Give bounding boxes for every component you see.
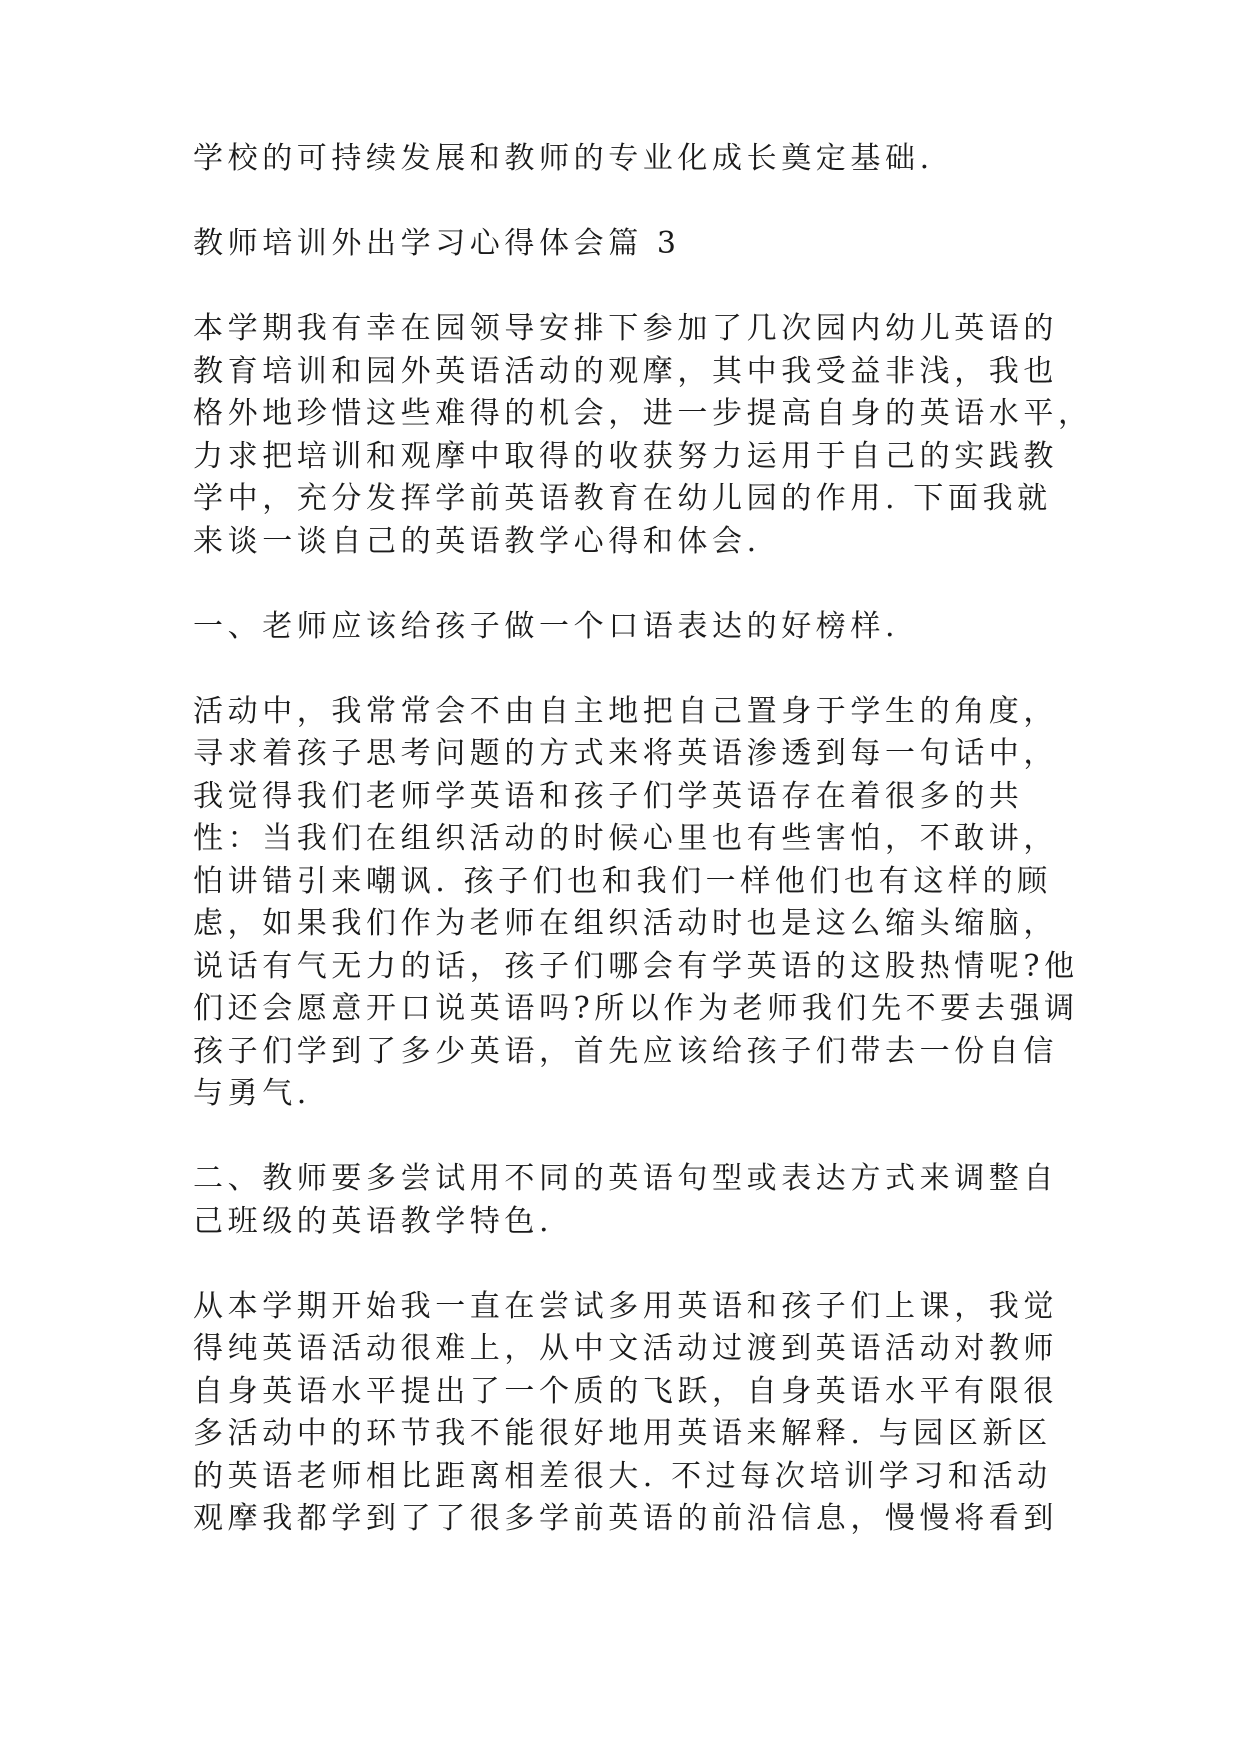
text-line: 活动中，我常常会不由自主地把自己置身于学生的角度， xyxy=(193,693,1058,729)
text-line: 的英语老师相比距离相差很大. 不过每次培训学习和活动 xyxy=(193,1458,1052,1494)
text-line: 说话有气无力的话，孩子们哪会有学英语的这股热情呢?他 xyxy=(193,948,1079,984)
text-line: 一、老师应该给孩子做一个口语表达的好榜样. xyxy=(193,608,900,644)
heading-2 xyxy=(193,1158,1058,1243)
text-line: 二、教师要多尝试用不同的英语句型或表达方式来调整自 xyxy=(193,1161,1058,1196)
paragraph-body-2 xyxy=(193,691,1079,1116)
text-line: 教师培训外出学习心得体会篇 3 xyxy=(193,226,681,261)
text-line: 力求把培训和观摩中取得的收获努力运用于自己的实践教 xyxy=(193,438,1058,474)
text-line: 性：当我们在组织活动的时候心里也有些害怕，不敢讲， xyxy=(193,821,1058,856)
text-line: 从本学期开始我一直在尝试多用英语和孩子们上课，我觉 xyxy=(193,1288,1058,1324)
text-line: 来谈一谈自己的英语教学心得和体会. xyxy=(193,523,761,559)
paragraph-body-3 xyxy=(193,1286,1058,1541)
paragraph-body-1 xyxy=(193,308,1093,563)
section-title xyxy=(193,223,1053,266)
text-line: 得纯英语活动很难上，从中文活动过渡到英语活动对教师 xyxy=(193,1331,1058,1366)
text-line: 教育培训和园外英语活动的观摩，其中我受益非浅，我也 xyxy=(193,353,1058,389)
text-line: 寻求着孩子思考问题的方式来将英语渗透到每一句话中， xyxy=(193,736,1058,771)
text-line: 虑，如果我们作为老师在组织活动时也是这么缩头缩脑， xyxy=(193,906,1058,941)
text-line: 多活动中的环节我不能很好地用英语来解释. 与园区新区 xyxy=(193,1416,1052,1451)
text-line: 怕讲错引来嘲讽. 孩子们也和我们一样他们也有这样的顾 xyxy=(193,863,1052,899)
document-body xyxy=(193,138,1093,1541)
text-line: 本学期我有幸在园领导安排下参加了几次园内幼儿英语的 xyxy=(193,311,1058,346)
paragraph-intro-ending xyxy=(193,138,1053,181)
text-line: 孩子们学到了多少英语，首先应该给孩子们带去一份自信 xyxy=(193,1033,1058,1069)
text-line: 自身英语水平提出了一个质的飞跃，自身英语水平有限很 xyxy=(193,1373,1058,1409)
text-line: 们还会愿意开口说英语吗?所以作为老师我们先不要去强调 xyxy=(193,991,1079,1026)
heading-1 xyxy=(193,606,1053,649)
text-line: 学校的可持续发展和教师的专业化成长奠定基础. xyxy=(193,141,934,176)
text-line: 观摩我都学到了了很多学前英语的前沿信息，慢慢将看到 xyxy=(193,1501,1058,1536)
text-line: 与勇气. xyxy=(193,1076,311,1111)
text-line: 己班级的英语教学特色. xyxy=(193,1203,554,1239)
text-line: 学中，充分发挥学前英语教育在幼儿园的作用. 下面我就 xyxy=(193,481,1052,516)
text-line: 我觉得我们老师学英语和孩子们学英语存在着很多的共 xyxy=(193,778,1024,814)
text-line: 格外地珍惜这些难得的机会，进一步提高自身的英语水平， xyxy=(193,396,1093,431)
